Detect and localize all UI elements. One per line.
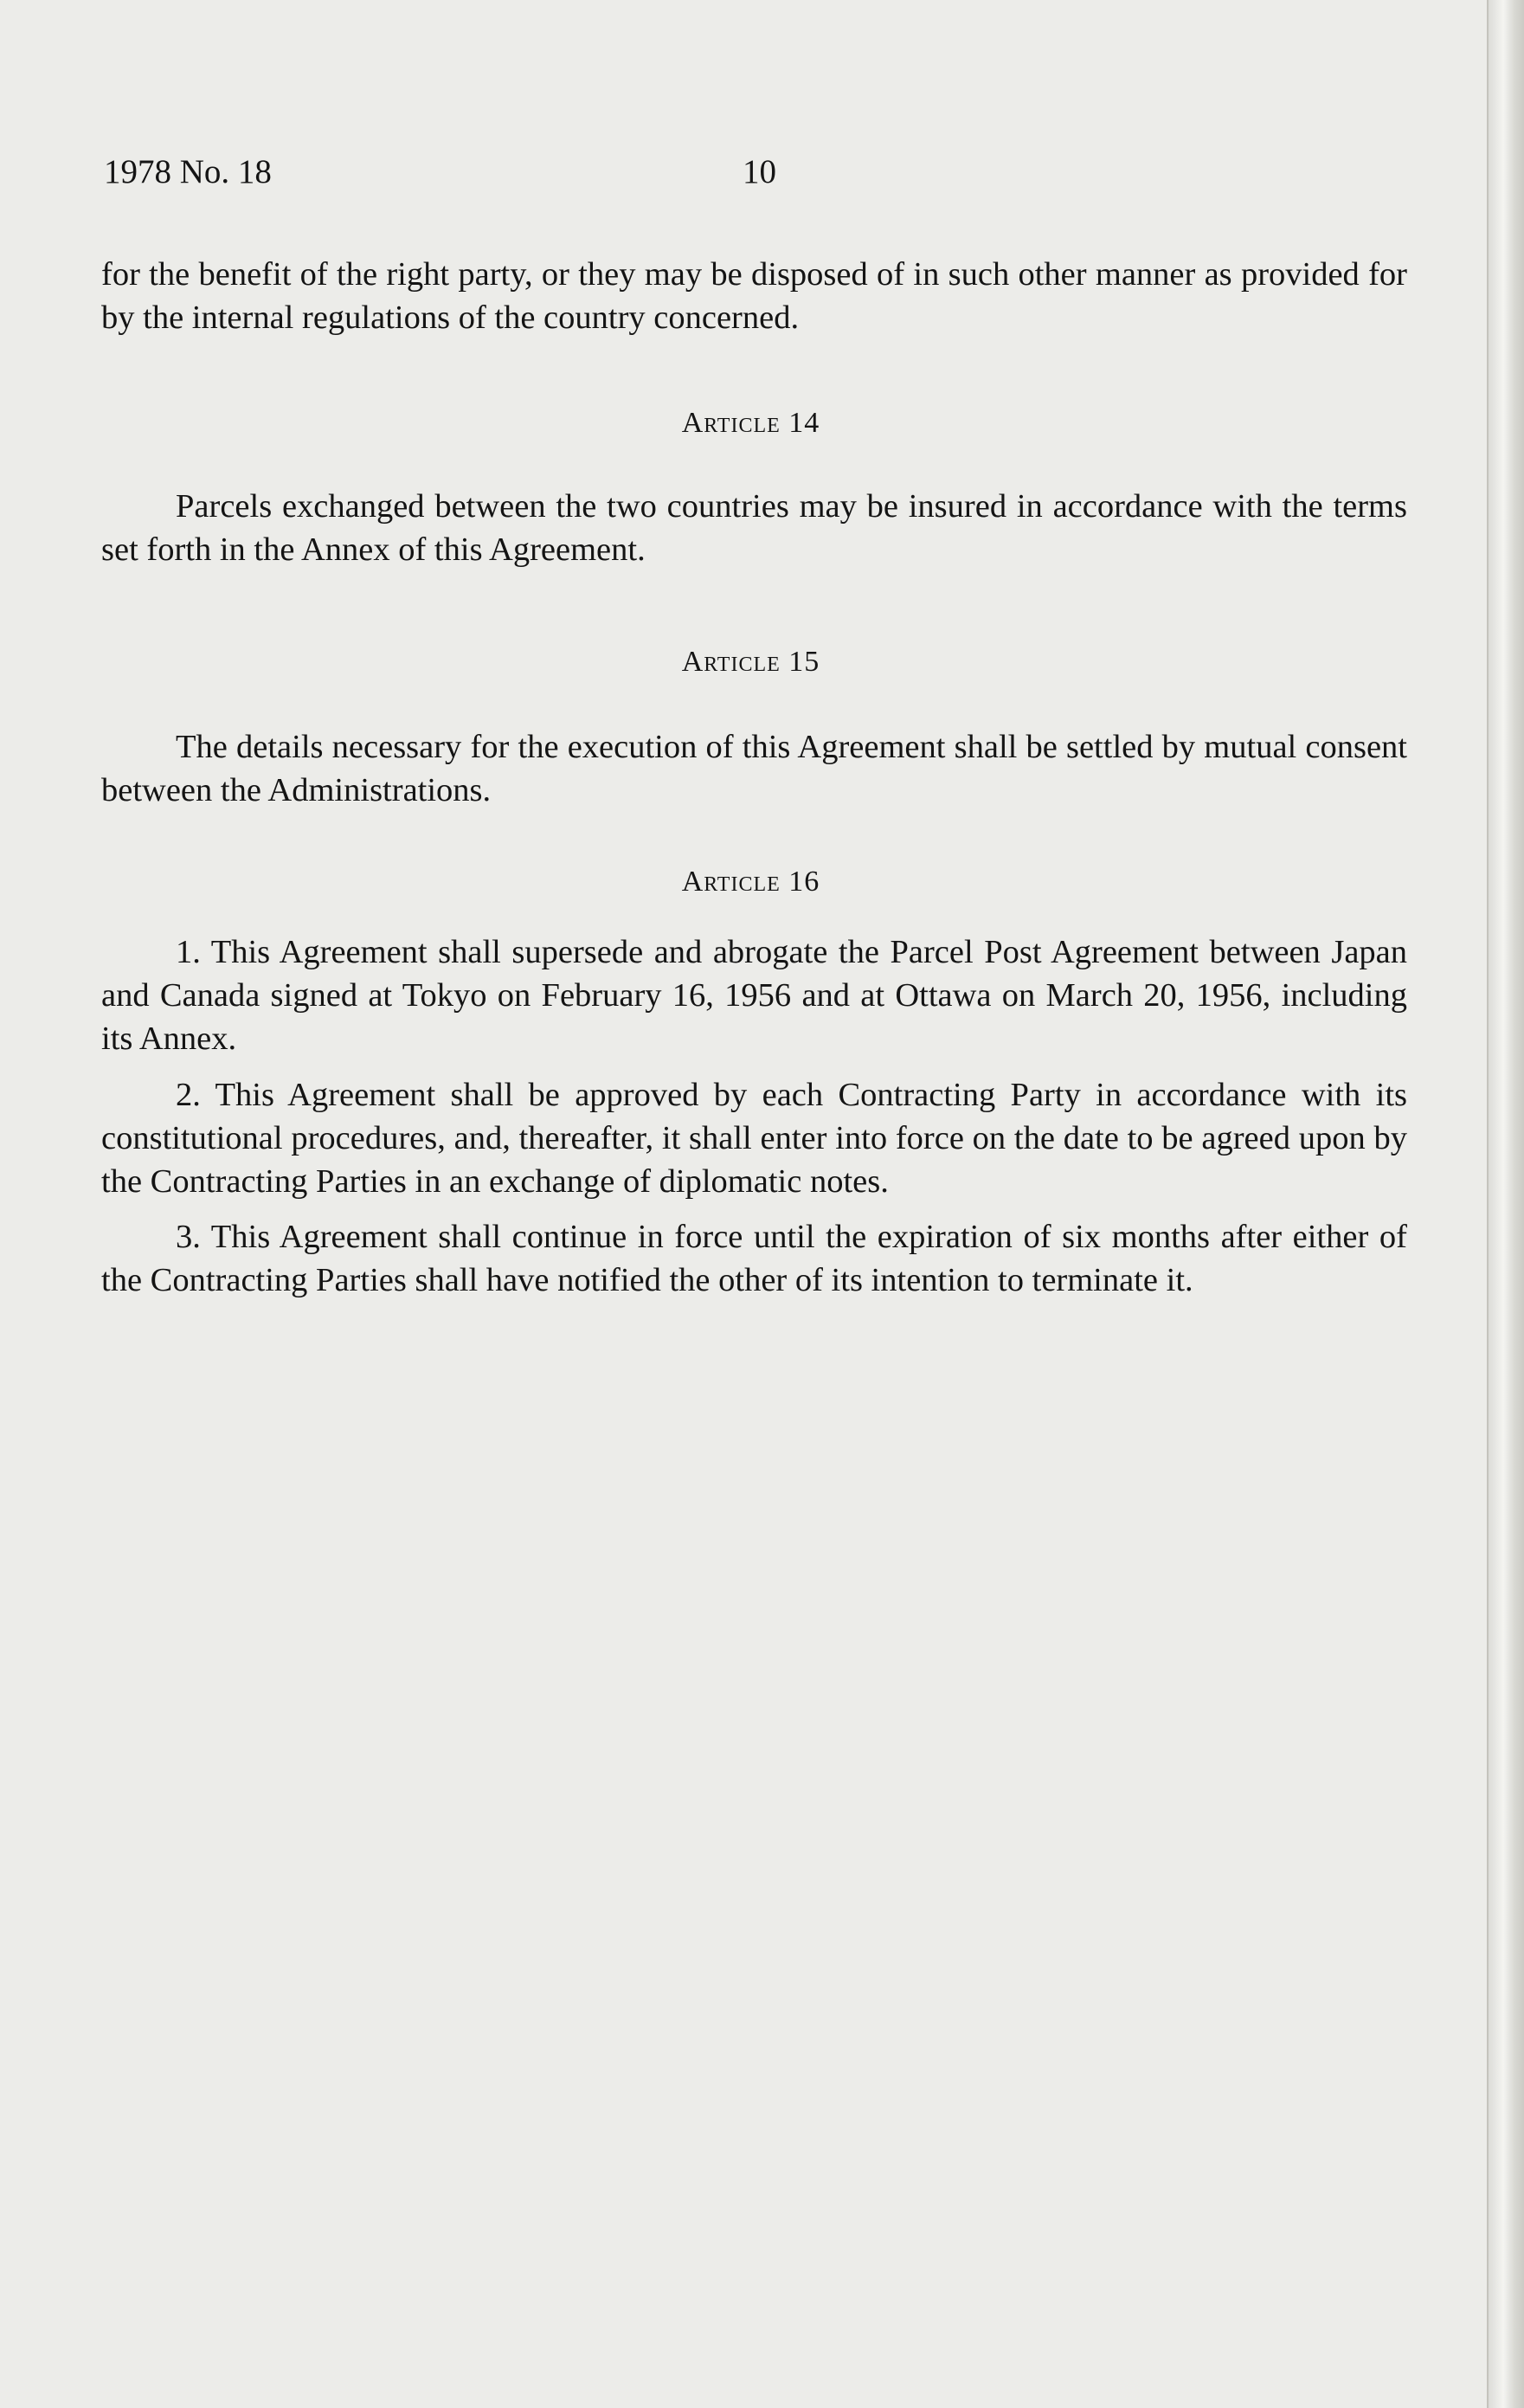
article-15-text: The details necessary for the execution of this Agreement shall be settled by mutual consent between the Administrations. xyxy=(101,729,1407,808)
article-16-paragraph-1: 1. This Agreement shall supersede and abrogate the Parcel Post Agreement between Japan and Canada signed at Tokyo on February 16, 1956 and at Ottawa on March 20, 1956, including its Annex. xyxy=(101,934,1407,1057)
article-14-text: Parcels exchanged between the two countries may be insured in accordance with the terms set forth in the Annex of this Agreement. xyxy=(101,488,1407,568)
document-reference: 1978 No. 18 xyxy=(104,153,272,190)
page-number: 10 xyxy=(743,153,776,190)
page-edge xyxy=(1487,0,1524,2408)
article-15-heading: Article 15 xyxy=(681,646,820,678)
article-16-heading: Article 16 xyxy=(681,866,820,898)
article-16-paragraph-3: 3. This Agreement shall continue in force until the expiration of six months after either of the Contracting Parties shall have notified the other of its intention to terminate it. xyxy=(101,1219,1407,1298)
article-16-paragraph-2: 2. This Agreement shall be approved by each Contracting Party in accordance with its constitutional procedures, and, thereafter, it shall enter into force on the date to be agreed upon by the Contracting Parties in an exchange of diplomatic notes. xyxy=(101,1077,1407,1200)
article-14-heading: Article 14 xyxy=(681,407,820,439)
intro-paragraph: for the benefit of the right party, or they may be disposed of in such other manner as provided for by the internal regulations of the country concerned. xyxy=(101,256,1407,336)
